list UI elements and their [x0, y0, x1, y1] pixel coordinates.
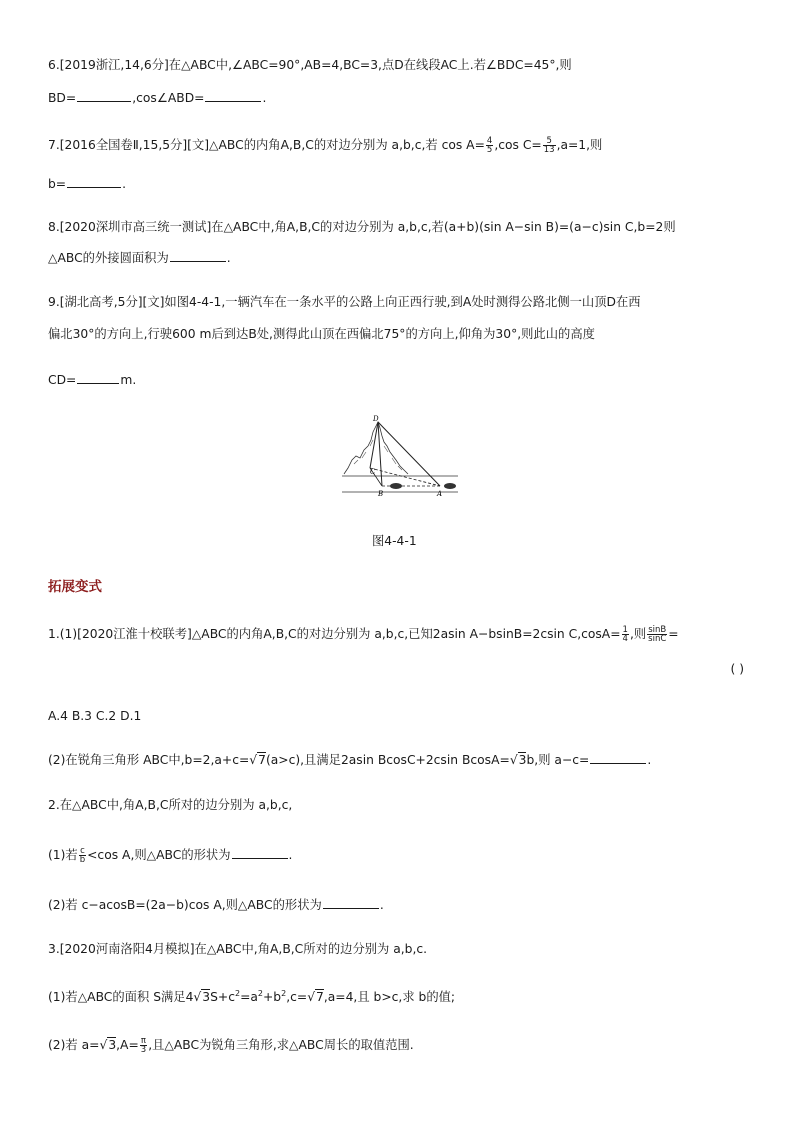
q7-line2 [48, 175, 126, 192]
answer-blank [67, 175, 121, 188]
segment-DC [370, 422, 378, 468]
e3-text: ,c= [286, 990, 308, 1004]
sqrt-radicand: 3 [108, 1038, 117, 1052]
q7-text: ,a=1,则 [556, 138, 603, 152]
e2-text: (2)若 c−acosB=(2a−b)cos A,则△ABC的形状为 [48, 898, 322, 912]
e3-text: (2)若 a= [48, 1038, 100, 1052]
q7-text: ,cos C= [494, 138, 542, 152]
fraction-numerator: c [80, 846, 85, 856]
fraction [79, 847, 86, 864]
e1-text: (2)在锐角三角形 ABC中,b=2,a+c= [48, 753, 250, 767]
q8-line1: 8.[2020深圳市高三统一测试]在△ABC中,角A,B,C的对边分别为 a,b,c,若(a+b)(sin A−sin B)=(a−c)sin C,b=2则 [48, 220, 676, 234]
e3-text: ,a=4,且 b>c,求 b的值; [323, 990, 456, 1004]
answer-blank [77, 371, 119, 384]
q6-line2 [48, 89, 266, 106]
e3-line2: (1)若△ABC的面积 S满足$4√3S+c^2=a^2+b^2,c=√7,a=4$,且 b>c,求 b的值; [48, 989, 456, 1004]
period: . [122, 177, 127, 191]
car-icon [390, 483, 402, 489]
e3-text: (1)若△ABC的面积 S满足4 [48, 990, 194, 1004]
e1-options: A.4 B.3 C.2 D.1 [48, 709, 142, 723]
q6-line1: 6.[2019浙江,14,6分]在△ABC中,∠ABC=90°,AB=4,BC=3,点D在线段AC上.若∠BDC=45°,则 [48, 58, 572, 72]
e1-line1 [48, 626, 679, 643]
period: . [262, 91, 267, 105]
answer-blank [77, 89, 131, 102]
answer-blank [323, 896, 379, 909]
section-title: 拓展变式 [48, 579, 102, 595]
e3-text: =a [240, 990, 258, 1004]
q6-cos-label: ,cos∠ABD= [132, 91, 205, 105]
fraction-denominator: b [79, 855, 86, 865]
e3-text: ,A= [116, 1038, 139, 1052]
e2-text: <cos A,则△ABC的形状为 [87, 848, 231, 862]
e1-text: = [668, 627, 679, 641]
fraction-numerator: 4 [486, 136, 493, 146]
q9-unit: m. [120, 373, 137, 387]
q6-bd-label: BD= [48, 91, 77, 105]
period: . [379, 898, 384, 912]
figure-caption: 图4-4-1 [372, 534, 417, 548]
car-icon [444, 483, 456, 489]
e3-text: +b [263, 990, 282, 1004]
fraction-numerator: 5 [543, 137, 556, 146]
fraction [140, 1037, 147, 1054]
q7-b-label: b= [48, 177, 67, 191]
mountain-road-figure [340, 412, 460, 502]
fraction-numerator: π [140, 1036, 147, 1046]
answer-blank [590, 751, 646, 764]
fraction [543, 137, 556, 154]
e1-text: (a>c),且满足2asin BcosC+2csin BcosA= [265, 753, 510, 767]
q9-line1: 9.[湖北高考,5分][文]如图4-4-1,一辆汽车在一条水平的公路上向正西行驶,到A处时测得公路北侧一山顶D在西 [48, 295, 641, 309]
q9-line3 [48, 371, 136, 388]
answer-blank [232, 846, 288, 859]
fraction-numerator: 1 [622, 625, 628, 635]
e1-text: ,则 [629, 627, 647, 641]
e2-line1: 2.在△ABC中,角A,B,C所对的边分别为 a,b,c, [48, 798, 293, 812]
e1-line3: (2)在锐角三角形 ABC中,b=2,a+c=√7(a>c),且满足2asin BcosC+2csin BcosA=√3b,则 a−c= . [48, 753, 652, 767]
e1-text: b,则 a−c= [526, 753, 590, 767]
fraction-denominator: 5 [486, 145, 493, 155]
period: . [226, 251, 231, 265]
e2-line2 [48, 846, 292, 864]
period: . [288, 848, 293, 862]
fraction-denominator: sinC [648, 634, 667, 644]
label-B: B [378, 490, 384, 498]
fraction-denominator: 3 [140, 1045, 147, 1055]
fraction-denominator: 13 [543, 145, 555, 155]
e2-line3 [48, 896, 384, 913]
period: . [647, 753, 652, 767]
q9-cd-label: CD= [48, 373, 77, 387]
e1-text: 1.(1)[2020江淮十校联考]△ABC的内角A,B,C的对边分别为 a,b,c,已知2asin A−bsinB=2csin C,cosA= [48, 627, 621, 641]
fraction-denominator: 4 [622, 634, 628, 644]
sqrt-radicand: 3 [518, 753, 527, 767]
answer-parentheses: ( ) [730, 662, 744, 676]
q8-text: △ABC的外接圆面积为 [48, 251, 169, 265]
e2-text: (1)若 [48, 848, 78, 862]
fraction [647, 626, 667, 643]
fraction-numerator: sinB [648, 625, 667, 635]
superscript: 2 [234, 989, 241, 998]
e3-line1: 3.[2020河南洛阳4月模拟]在△ABC中,角A,B,C所对的边分别为 a,b,c. [48, 942, 428, 956]
q7-text: 7.[2016全国卷Ⅱ,15,5分][文]△ABC的内角A,B,C的对边分别为 a,b,c,若 cos A= [48, 138, 485, 152]
superscript: 2 [281, 989, 287, 998]
e3-line3: (2)若 a=√3,A= $\frac{\pi}{3}$ ,且△ABC为锐角三角形,求△ABC周长的取值范围. [48, 1036, 414, 1055]
label-D: D [373, 415, 379, 423]
sqrt-radicand: 7 [258, 753, 266, 767]
answer-blank [170, 249, 226, 262]
q9-line2: 偏北30°的方向上,行驶600 m后到达B处,测得此山顶在西偏北75°的方向上,仰角为30°,则此山的高度 [48, 327, 595, 341]
q7-line1 [48, 137, 602, 154]
fraction [622, 626, 629, 643]
sqrt-radicand: 3 [202, 990, 211, 1004]
e3-text: S+c [210, 990, 235, 1004]
sqrt-radicand: 7 [316, 990, 324, 1004]
q8-line2 [48, 249, 231, 266]
label-C: C [370, 468, 376, 476]
e3-text: ,且△ABC为锐角三角形,求△ABC周长的取值范围. [148, 1038, 414, 1052]
superscript: 2 [257, 989, 263, 998]
label-A: A [437, 490, 443, 498]
fraction [486, 137, 493, 154]
answer-blank [205, 89, 261, 102]
